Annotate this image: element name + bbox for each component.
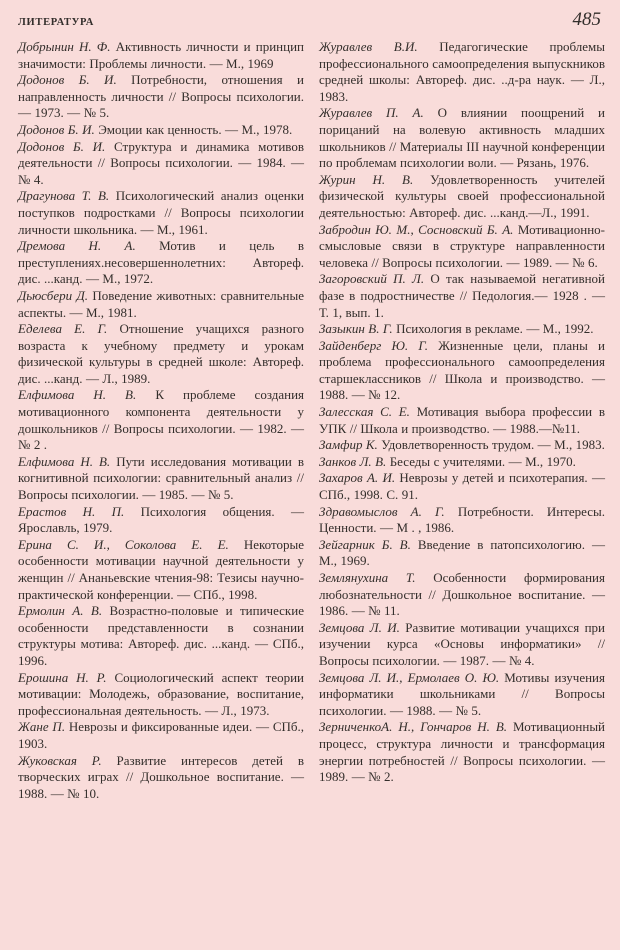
bib-entry-author: Земцова Л. И., Ермолаев О. Ю. (319, 669, 500, 685)
bib-entry (319, 105, 605, 171)
bib-entry (319, 338, 605, 404)
bib-entry-author: Забродин Ю. М., Сосновский Б. А. (319, 221, 514, 237)
bib-entry (319, 454, 605, 471)
bib-entry-text: Мотивационно-смысловые связи в структуре направленности человека // Вопросы психологии. — 1989. — № 6. (319, 221, 605, 270)
bib-entry (319, 437, 605, 454)
bib-entry-text: Эмоции как ценность. — М., 1978. (98, 121, 293, 137)
bib-entry-author: Зазыкин В. Г. (319, 321, 393, 337)
bib-entry-author: Зайденберг Ю. Г. (319, 337, 429, 353)
bib-entry (18, 321, 304, 387)
bib-entry-author: Добрынин Н. Ф. (18, 39, 111, 54)
bib-entry-author: Журавлев П. А. (319, 105, 424, 121)
bib-entry-author: Ерастов Н. П. (18, 503, 125, 519)
running-title: ЛИТЕРАТУРА (18, 17, 95, 28)
bib-entry (18, 753, 304, 803)
bib-entry-text: К проблеме создания мотивационного компонента деятельности у дошкольников // Вопросы психологии. — 1982. — № 2 . (18, 387, 305, 453)
page-header (18, 9, 605, 31)
bib-entry-text: Некоторые особенности мотивации научной деятельности у женщин // Ананьевские чтения-98: Тезисы научно-практической конференции. — СПб., 1998. (18, 536, 305, 602)
bib-entry-text: О так называемой негативной фазе в подростничестве // Педология.— 1928 . — Т. 1, вып. 1. (319, 271, 605, 320)
bib-entry (319, 39, 605, 105)
bib-entry-author: Здравомыслов А. Г. (319, 503, 445, 519)
bib-entry (18, 288, 304, 321)
bib-entry-text: Психологический анализ оценки поступков подростками // Вопросы психологии личности школьника. — М., 1961. (18, 188, 305, 237)
bib-entry-author: Земцова Л. И. (319, 619, 400, 635)
bib-entry-text: Поведение животных: сравнительные аспекты. — М., 1981. (18, 287, 304, 320)
bib-entry-text: Социологический аспект теории мотивации: Молодежь, образование, воспитание, профессиональная деятельность. — Л., 1973. (18, 669, 305, 718)
bib-entry (18, 504, 304, 537)
bib-entry-author: Елфимова Н. В. (18, 387, 137, 403)
bib-entry (18, 188, 304, 238)
bib-entry (319, 271, 605, 321)
bib-entry-text: Потребности, отношения и направленность личности // Вопросы психологии. — 1973. — № 5. (18, 72, 304, 121)
bib-entry-text: Неврозы и фиксированные идеи. — СПб., 1903. (18, 719, 305, 751)
bib-entry-author: Залесская С. Е. (319, 404, 410, 420)
bib-entry-text: Неврозы у детей и психотерапия. —СПб., 1998. С. 91. (319, 470, 605, 503)
bib-entry (319, 172, 605, 222)
bib-entry-text: Особенности формирования любознательности // Дошкольное воспитание. — 1986. — № 11. (319, 570, 605, 619)
bib-entry-text: Педагогические проблемы профессионального самоопределения выпускников средней школы: Автореф. дис. ..д-ра наук. — Л., 1983. (319, 39, 605, 104)
bib-entry-author: Додонов Б. И. (18, 72, 117, 88)
bib-entry (18, 238, 304, 288)
bib-entry-author: Драгунова Т. В. (18, 188, 110, 204)
bib-entry (18, 39, 304, 72)
bib-entry-author: ЗерниченкоА. Н., Гончаров Н. В. (319, 719, 508, 735)
bib-entry-author: Занков Л. В. (319, 453, 387, 469)
bib-entry (319, 620, 605, 670)
bib-entry-text: Возрастно-половые и типические особенности представленности в сознании структуры мотива: Автореф. дис. ...канд. — СПб., 1996. (18, 603, 304, 668)
bib-entry (18, 719, 304, 752)
bib-entry-author: Дремова Н. А. (18, 238, 136, 254)
bib-entry (319, 570, 605, 620)
bib-entry-author: Додонов Б. И. (18, 138, 106, 154)
bib-entry-text: Беседы с учителями. — М., 1970. (389, 453, 576, 469)
bib-entry (18, 139, 304, 189)
bib-entry-text: Пути исследования мотивации в когнитивной психологии: сравнительный анализ // Вопросы психологии. — 1985. — № 5. (18, 453, 305, 503)
bib-entry-text: Мотивационный процесс, структура личности и трансформация энергии потребностей // Вопросы психологии. — 1989. — № 2. (319, 719, 606, 785)
bib-entry (319, 719, 605, 785)
bib-entry-author: Дьюсбери Д. (18, 287, 88, 303)
bib-entry-text: Развитие интересов детей в творческих играх // Дошкольное воспитание. — 1988. — № 10. (18, 752, 304, 801)
bib-entry-author: Журавлев В.И. (319, 39, 418, 54)
bib-entry-author: Захаров А. И. (319, 470, 396, 486)
two-column-layout (18, 39, 605, 802)
bib-entry (18, 387, 304, 453)
bib-entry-text: Психология в рекламе. — М., 1992. (396, 321, 594, 337)
bib-entry (319, 404, 605, 437)
bib-entry-author: Еделева Е. Г. (18, 321, 108, 337)
bib-entry (319, 537, 605, 570)
bib-entry-author: Жуковская Р. (18, 752, 102, 768)
bib-entry (319, 670, 605, 720)
bib-entry-author: Елфимова Н. В. (18, 453, 111, 469)
bib-entry (319, 504, 605, 537)
bib-entry (18, 122, 304, 139)
bib-entry-text: Активность личности и принцип значимости: Проблемы личности. — М., 1969 (18, 39, 304, 71)
bib-entry-author: Замфир К. (319, 437, 378, 453)
bib-entry-author: Жане П. (18, 719, 66, 735)
bib-entry (18, 537, 304, 603)
bib-entry-author: Ерошина Н. Р. (18, 669, 107, 685)
bib-entry-author: Журин Н. В. (319, 171, 414, 187)
bib-entry-text: Удовлетворенность учителей физической культуры своей профессиональной деятельностью: Автореф. дис. ...канд.—Л., 1991. (319, 171, 606, 220)
bib-entry-author: Загоровский П. Л. (319, 271, 425, 287)
bib-entry-author: Зейгарник Б. В. (319, 536, 411, 552)
bib-entry-text: Мотивация выбора профессии в УПК // Школа и производство. — 1988.—№11. (319, 404, 605, 436)
bib-entry (18, 670, 304, 720)
bib-entry-text: Мотивы изучения информатики школьниками // Вопросы психологии. — 1988. — № 5. (319, 669, 605, 718)
bib-entry-text: Развитие мотивации учащихся при изучении курса «Основы информатики» // Вопросы психологии. — 1987. — № 4. (319, 619, 605, 668)
right-column (319, 39, 605, 802)
bib-entry-text: Мотив и цель в преступлениях.несовершеннолетних: Автореф. дис. ...канд. — М., 1972. (18, 238, 304, 287)
bib-entry (18, 72, 304, 122)
bib-entry (18, 603, 304, 669)
bib-entry-text: Жизненные цели, планы и проблема профессионального самоопределения старшеклассников // Школа и производство. — 1988. — № 12. (319, 337, 605, 403)
bib-entry-text: Потребности. Интересы. Ценности. — М . , 1986. (319, 503, 606, 536)
bib-entry-text: Структура и динамика мотивов деятельности // Вопросы психологии. — 1984. — № 4. (18, 138, 304, 187)
bib-entry-text: Психология общения. — Ярославль, 1979. (18, 503, 304, 536)
page-number: 485 (572, 9, 601, 30)
bib-entry-author: Землянухина Т. (319, 570, 416, 585)
bib-entry-text: Введение в патопсихологию. — М., 1969. (319, 536, 605, 569)
bib-entry (319, 321, 605, 338)
bib-entry (319, 470, 605, 503)
left-column (18, 39, 304, 802)
bib-entry (319, 222, 605, 272)
bib-entry-author: Додонов Б. И. (18, 121, 95, 137)
bib-entry (18, 454, 304, 504)
bib-entry-text: Удовлетворенность трудом. — М., 1983. (381, 437, 605, 453)
bib-entry-author: Ермолин А. В. (18, 603, 103, 619)
bib-entry-author: Ерина С. И., Соколова Е. Е. (18, 536, 229, 552)
bib-entry-text: О влиянии поощрений и порицаний на волевую активность младших школьников // Материалы III научной конференции по проблемам психологии воли. — Рязань, 1976. (319, 105, 606, 171)
bib-entry-text: Отношение учащихся разного возраста к учебному предмету и урокам физической культуры в средней школе: Автореф. дис. ...канд. — Л., 1989. (18, 321, 304, 386)
